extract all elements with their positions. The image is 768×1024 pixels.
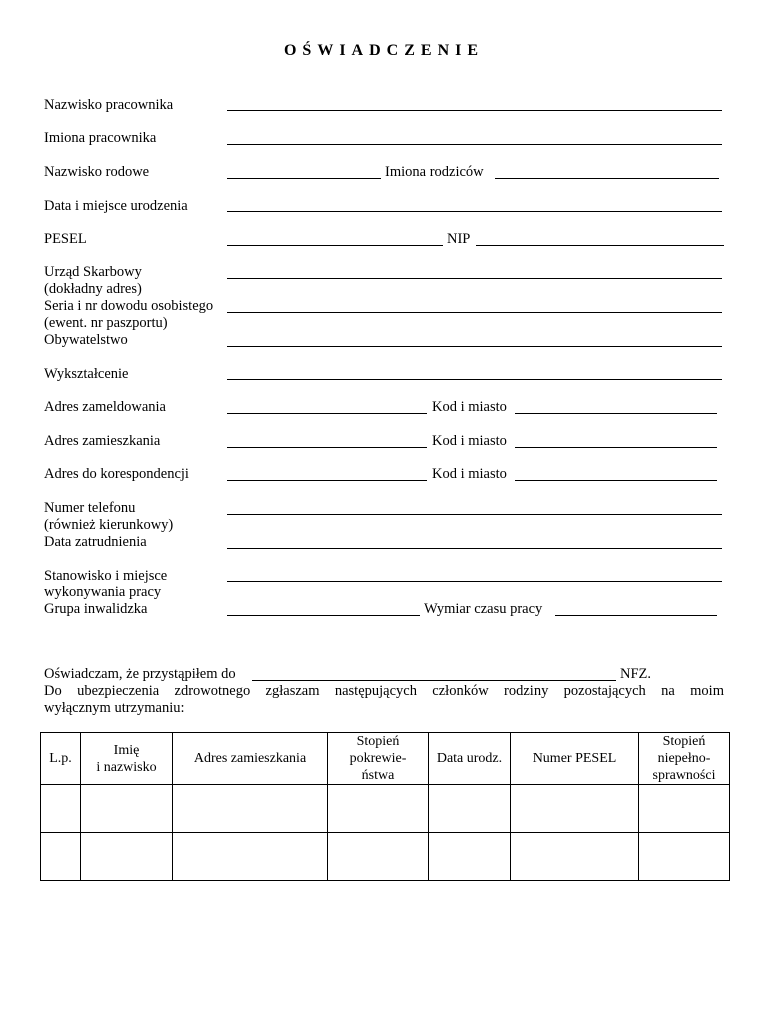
header-pesel: Numer PESEL: [511, 733, 639, 785]
cell-lp[interactable]: [41, 785, 81, 833]
cell-pesel[interactable]: [511, 785, 639, 833]
field-nfz-line[interactable]: [252, 680, 616, 681]
label-nazwisko: Nazwisko pracownika: [44, 97, 174, 113]
label-adres-zameldowania: Adres zameldowania: [44, 399, 166, 415]
declaration-start: Oświadczam, że przystąpiłem do: [44, 666, 236, 682]
cell-imie[interactable]: [81, 785, 173, 833]
label-nip: NIP: [447, 231, 471, 247]
header-niep-line-1: Stopień: [662, 734, 706, 749]
label-imiona-rodzicow: Imiona rodziców: [385, 164, 484, 180]
cell-stopien[interactable]: [328, 833, 429, 881]
cell-lp[interactable]: [41, 833, 81, 881]
field-data-miejsce-line[interactable]: [227, 211, 722, 212]
label-data-miejsce: Data i miejsce urodzenia: [44, 198, 188, 214]
label-kod-miasto-3: Kod i miasto: [432, 466, 507, 482]
field-grupa-line[interactable]: [227, 615, 420, 616]
field-kod-miasto-1-line[interactable]: [515, 413, 717, 414]
label-stanowisko-1: Stanowisko i miejsce: [44, 568, 168, 584]
label-stanowisko-2: wykonywania pracy: [44, 584, 162, 600]
cell-stopien[interactable]: [328, 785, 429, 833]
cell-adres[interactable]: [173, 785, 328, 833]
cell-adres[interactable]: [173, 833, 328, 881]
field-pesel-line[interactable]: [227, 245, 443, 246]
header-imie-line-2: i nazwisko: [96, 759, 157, 775]
field-obywatelstwo-line[interactable]: [227, 346, 722, 347]
field-imiona-rodzicow-line[interactable]: [495, 178, 719, 179]
header-data: Data urodz.: [429, 733, 511, 785]
label-telefon-1: Numer telefonu: [44, 500, 136, 516]
cell-data[interactable]: [429, 833, 511, 881]
label-kod-miasto-2: Kod i miasto: [432, 433, 507, 449]
header-stopien-line-3: ństwa: [361, 768, 395, 783]
field-nazwisko-line[interactable]: [227, 110, 722, 111]
label-adres-korespondencji: Adres do korespondencji: [44, 466, 189, 482]
field-stanowisko-line[interactable]: [227, 581, 722, 582]
field-data-zatrudnienia-line[interactable]: [227, 548, 722, 549]
label-dowod-2: (ewent. nr paszportu): [44, 315, 168, 331]
field-adres-zameldowania-line[interactable]: [227, 413, 427, 414]
page-title: OŚWIADCZENIE: [283, 42, 485, 59]
header-lp: L.p.: [41, 733, 81, 785]
header-niep-line-3: sprawności: [652, 768, 716, 783]
family-members-table: [40, 732, 730, 881]
cell-imie[interactable]: [81, 833, 173, 881]
label-telefon-2: (również kierunkowy): [44, 517, 174, 533]
declaration-line-3: wyłącznym utrzymaniu:: [44, 700, 185, 716]
field-dowod-line[interactable]: [227, 312, 722, 313]
table-row: [41, 833, 730, 881]
label-kod-miasto-1: Kod i miasto: [432, 399, 507, 415]
label-pesel: PESEL: [44, 231, 87, 247]
header-adres: Adres zamieszkania: [173, 733, 328, 785]
label-imiona: Imiona pracownika: [44, 130, 157, 146]
label-dowod-1: Seria i nr dowodu osobistego: [44, 298, 214, 314]
header-niepelnosprawnosc: [639, 733, 730, 785]
label-adres-zamieszkania: Adres zamieszkania: [44, 433, 161, 449]
declaration-nfz: NFZ.: [620, 666, 652, 682]
field-wyksztalcenie-line[interactable]: [227, 379, 722, 380]
header-stopien-line-2: pokrewie-: [349, 751, 407, 766]
header-stopien-pokrewienstwa: [328, 733, 429, 785]
label-wymiar: Wymiar czasu pracy: [424, 601, 543, 617]
table-row: [41, 785, 730, 833]
cell-pesel[interactable]: [511, 833, 639, 881]
field-adres-korespondencji-line[interactable]: [227, 480, 427, 481]
header-imie: [81, 733, 173, 785]
header-stopien-line-1: Stopień: [356, 734, 400, 749]
cell-niepelnosprawnosc[interactable]: [639, 833, 730, 881]
field-imiona-line[interactable]: [227, 144, 722, 145]
table-header-row: [41, 733, 730, 785]
cell-niepelnosprawnosc[interactable]: [639, 785, 730, 833]
header-imie-line-1: Imię: [113, 742, 140, 758]
label-urzad-2: (dokładny adres): [44, 281, 142, 297]
label-wyksztalcenie: Wykształcenie: [44, 366, 129, 382]
label-grupa: Grupa inwalidzka: [44, 601, 148, 617]
header-niep-line-2: niepełno-: [657, 751, 711, 766]
declaration-line-2: Do ubezpieczenia zdrowotnego zgłaszam następujących członków rodziny pozostających na moim: [44, 683, 724, 699]
declaration-paragraph: [44, 683, 724, 717]
field-adres-zamieszkania-line[interactable]: [227, 447, 427, 448]
cell-data[interactable]: [429, 785, 511, 833]
label-urzad-1: Urząd Skarbowy: [44, 264, 142, 280]
field-kod-miasto-3-line[interactable]: [515, 480, 717, 481]
label-obywatelstwo: Obywatelstwo: [44, 332, 128, 348]
label-data-zatrudnienia: Data zatrudnienia: [44, 534, 147, 550]
field-urzad-line[interactable]: [227, 278, 722, 279]
label-nazwisko-rodowe: Nazwisko rodowe: [44, 164, 150, 180]
field-nip-line[interactable]: [476, 245, 724, 246]
field-telefon-line[interactable]: [227, 514, 722, 515]
field-nazwisko-rodowe-line[interactable]: [227, 178, 381, 179]
field-wymiar-line[interactable]: [555, 615, 717, 616]
field-kod-miasto-2-line[interactable]: [515, 447, 717, 448]
